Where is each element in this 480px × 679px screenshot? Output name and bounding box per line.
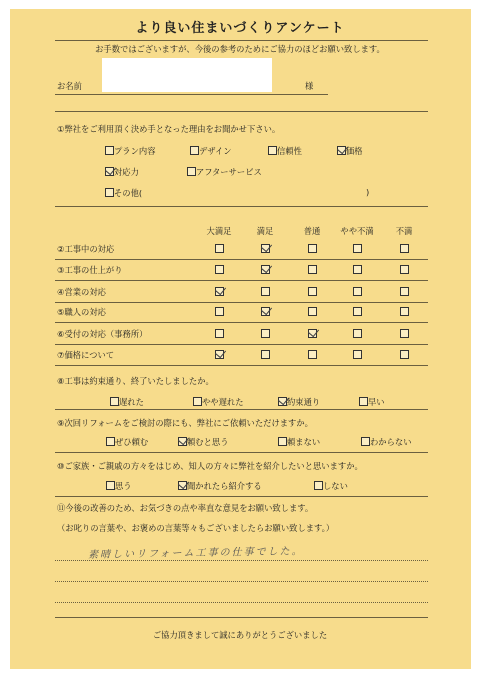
answer-line [55, 581, 428, 582]
rating-checkbox[interactable] [400, 265, 409, 274]
q8-question: ⑧工事は約束通り、終了いたしましたか。 [57, 376, 214, 386]
q10-question: ⑩ご家族・ご親戚の方々をはじめ、知人の方々に弊社を紹介したいと思いますか。 [57, 461, 363, 471]
q9-question: ⑨次回リフォームをご検討の際にも、弊社にご依頼いただけますか。 [57, 418, 313, 428]
answer-line [55, 602, 428, 603]
rating-checkbox[interactable] [308, 307, 317, 316]
divider [55, 111, 428, 112]
rating-row-label: ⑤職人の対応 [57, 307, 106, 317]
rating-row-label: ⑦価格について [57, 350, 115, 360]
rating-checkbox[interactable] [308, 244, 317, 253]
name-underline [55, 94, 328, 95]
rating-checkbox[interactable] [261, 350, 270, 359]
q8-option-label: 遅れた [119, 397, 144, 407]
rating-row-label: ④営業の対応 [57, 287, 106, 297]
rating-checkbox[interactable] [261, 329, 270, 338]
rating-row-divider [55, 280, 428, 281]
rating-checkbox[interactable] [353, 307, 362, 316]
q8-option-checkbox[interactable] [193, 397, 202, 406]
rating-checkbox[interactable] [400, 287, 409, 296]
name-label: お名前 [57, 81, 82, 91]
rating-row-label: ⑥受付の対応（事務所） [57, 329, 148, 339]
q9-option-checkbox[interactable] [278, 437, 287, 446]
rating-row-divider [55, 365, 428, 366]
rating-header: 不満 [395, 226, 413, 236]
rating-checkbox[interactable] [400, 244, 409, 253]
q11-handwritten-answer: 素晴しいリフォーム工事の仕事でした。 [87, 546, 304, 561]
rating-header: 大満足 [206, 226, 232, 236]
divider [55, 452, 428, 453]
rating-row-divider [55, 259, 428, 260]
rating-checkbox[interactable] [215, 329, 224, 338]
rating-checkbox[interactable] [308, 265, 317, 274]
rating-checkbox[interactable] [353, 329, 362, 338]
q1-option-checkbox[interactable] [187, 167, 196, 176]
q10-option-checkbox[interactable] [314, 481, 323, 490]
rating-checkbox[interactable] [400, 350, 409, 359]
survey-intro: お手数ではございますが、今後の参考のためにご協力のほどお願い致します。 [95, 44, 385, 54]
q1-other-close: ) [366, 187, 370, 197]
q1-option-label: 対応力 [114, 167, 139, 177]
q9-option-label: わからない [370, 437, 412, 447]
q8-option-label: 早い [368, 397, 385, 407]
rating-checkbox[interactable] [215, 265, 224, 274]
q9-option-label: 頼まない [287, 437, 321, 447]
q10-option-label: しない [323, 481, 348, 491]
rating-row-divider [55, 322, 428, 323]
q9-option-checkbox[interactable] [361, 437, 370, 446]
q8-option-checkbox[interactable] [110, 397, 119, 406]
rating-header: 普通 [303, 226, 321, 236]
divider [55, 206, 428, 207]
rating-checkbox[interactable] [308, 350, 317, 359]
q8-option-label: 約束通り [287, 397, 321, 407]
q1-option-label: デザイン [199, 146, 232, 156]
rating-checkbox[interactable] [400, 307, 409, 316]
q8-option-label: やや遅れた [202, 397, 244, 407]
rating-checkbox[interactable] [353, 350, 362, 359]
q8-option-checkbox[interactable] [359, 397, 368, 406]
rating-row-label: ③工事の仕上がり [57, 265, 123, 275]
q1-option-checkbox[interactable] [105, 188, 114, 197]
rating-checkbox[interactable] [353, 287, 362, 296]
divider [55, 496, 428, 497]
rating-row-divider [55, 302, 428, 303]
rating-checkbox[interactable] [215, 244, 224, 253]
rating-checkbox[interactable] [308, 287, 317, 296]
divider [55, 40, 428, 41]
q11-note: （お叱りの言葉や、お褒めの言葉等々もございましたらお願い致します。） [57, 523, 335, 533]
q1-option-label: 信頼性 [277, 146, 302, 156]
rating-header: 満足 [256, 226, 274, 236]
q1-option-checkbox[interactable] [268, 146, 277, 155]
q1-question: ①弊社をご利用頂く決め手となった理由をお聞かせ下さい。 [57, 124, 281, 134]
name-suffix: 様 [305, 81, 314, 91]
rating-checkbox[interactable] [215, 307, 224, 316]
rating-checkbox[interactable] [261, 287, 270, 296]
rating-row-label: ②工事中の対応 [57, 244, 115, 254]
q1-option-label: その他( [114, 188, 143, 198]
q9-option-label: 頼むと思う [187, 437, 229, 447]
rating-checkbox[interactable] [353, 244, 362, 253]
q1-option-label: プラン内容 [114, 146, 156, 156]
q10-option-label: 聞かれたら紹介する [187, 481, 262, 491]
q1-option-checkbox[interactable] [190, 146, 199, 155]
answer-line [55, 560, 428, 561]
rating-row-divider [55, 344, 428, 345]
q1-option-checkbox[interactable] [105, 146, 114, 155]
q1-option-label: 価格 [346, 146, 363, 156]
footer-thanks: ご協力頂きまして誠にありがとうございました [152, 630, 328, 640]
rating-header: やや不満 [340, 226, 374, 236]
survey-title: より良い住まいづくりアンケート [135, 21, 345, 36]
q10-option-checkbox[interactable] [106, 481, 115, 490]
name-field[interactable] [102, 58, 272, 92]
q9-option-checkbox[interactable] [106, 437, 115, 446]
q10-option-label: 思う [115, 481, 132, 491]
rating-checkbox[interactable] [353, 265, 362, 274]
q11-question: ⑪今後の改善のため、お気づきの点や率直な意見をお願い致します。 [57, 503, 314, 513]
q9-option-label: ぜひ頼む [115, 437, 149, 447]
q1-option-label: アフターサービス [196, 167, 262, 177]
divider [55, 617, 428, 618]
rating-checkbox[interactable] [400, 329, 409, 338]
divider [55, 409, 428, 410]
